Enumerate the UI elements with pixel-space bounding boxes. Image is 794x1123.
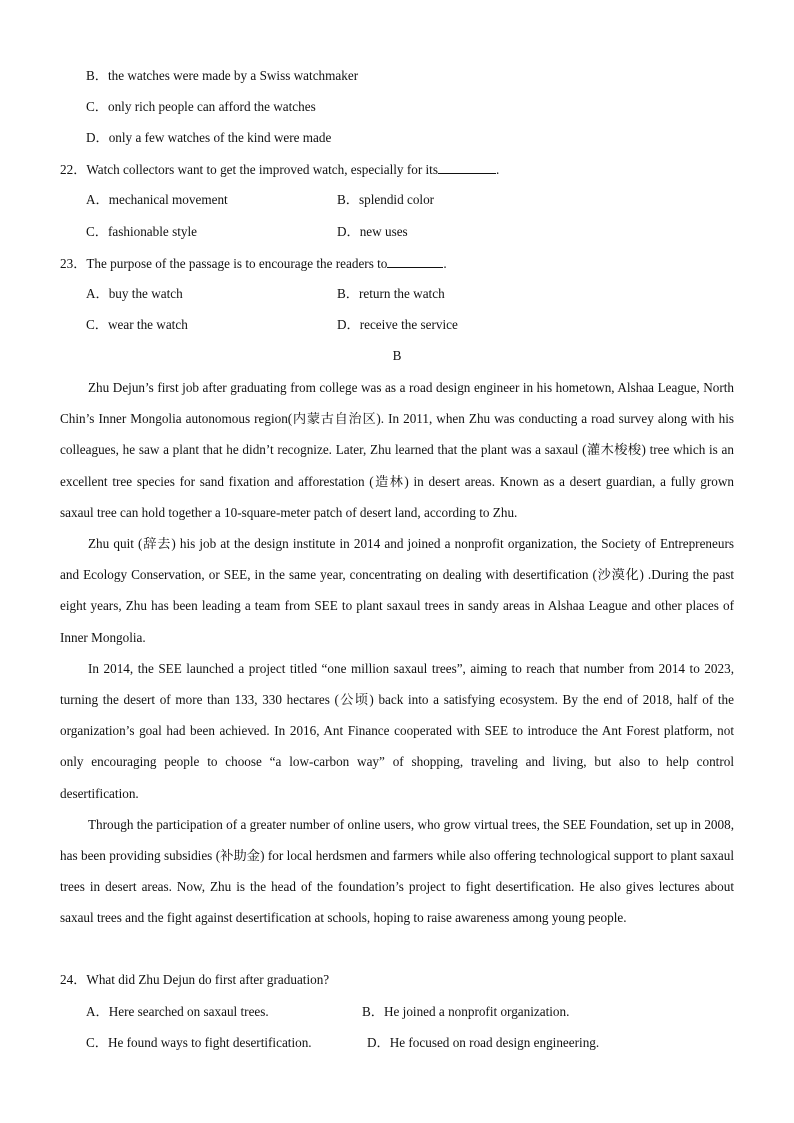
q22-option-c: C．fashionable style bbox=[86, 224, 197, 239]
q22-option-a: A．mechanical movement bbox=[86, 192, 228, 207]
q22-question bbox=[60, 161, 499, 178]
passage-paragraph-3: In 2014, the SEE launched a project titled “one million saxaul trees”, aiming to reach that number from 2014 to 2023, turning the desert of more than 133, 330 hectares (公顷) back into a satisfying ecosystem. By the end of 2018, half of the organization’s goal had been achieved. In 2016, Ant Finance cooperated with SEE to introduce the Ant Forest platform, not only encouraging people to choose “a low-carbon way” of shopping, traveling and living, but also to help control desertification. bbox=[60, 660, 734, 801]
passage-paragraph-4: Through the participation of a greater number of online users, who grow virtual trees, the SEE Foundation, set up in 2008, has been providing subsidies (补助金) for local herdsmen and farmers while also offering technological support to plant saxaul trees in desert areas. Now, Zhu is the head of the foundation’s project to fight desertification. He also gives lectures about saxaul trees and the fight against desertification at schools, hoping to raise awareness among young people. bbox=[60, 816, 734, 926]
q23-option-b: B．return the watch bbox=[337, 286, 445, 301]
q22-answer-blank bbox=[438, 161, 496, 174]
reading-passage bbox=[60, 372, 734, 934]
q24-option-a: A．Here searched on saxaul trees. bbox=[86, 1004, 269, 1019]
passage-paragraph-2: Zhu quit (辞去) his job at the design institute in 2014 and joined a nonprofit organization, the Society of Entrepreneurs and Ecology Conservation, or SEE, in the same year, concentrating on dealing with desertification (沙漠化) .During the past eight years, Zhu has been leading a team from SEE to plant saxaul trees in sandy areas in Alshaa League and other places of Inner Mongolia. bbox=[60, 536, 734, 645]
q23-question bbox=[60, 255, 447, 272]
q22-stem: 22．Watch collectors want to get the improved watch, especially for its bbox=[60, 162, 438, 177]
q21-option-c: C．only rich people can afford the watches bbox=[86, 99, 316, 114]
q23-option-c: C．wear the watch bbox=[86, 317, 188, 332]
q21-option-b: B．the watches were made by a Swiss watchmaker bbox=[86, 68, 359, 83]
q23-answer-blank bbox=[387, 255, 443, 268]
q24-option-d: D．He focused on road design engineering. bbox=[367, 1035, 600, 1050]
q22-option-b: B．splendid color bbox=[337, 192, 435, 207]
section-heading: B bbox=[392, 348, 402, 363]
q24-option-b: B．He joined a nonprofit organization. bbox=[362, 1004, 570, 1019]
q22-stem-end: . bbox=[495, 162, 500, 177]
q23-option-a: A．buy the watch bbox=[86, 286, 183, 301]
q23-stem: 23．The purpose of the passage is to encourage the readers to bbox=[60, 256, 388, 271]
q24-question: 24．What did Zhu Dejun do first after graduation? bbox=[60, 972, 330, 987]
passage-paragraph-1: Zhu Dejun’s first job after graduating from college was as a road design engineer in his hometown, Alshaa League, North Chin’s Inner Mongolia autonomous region(内蒙古自治区). In 2011, when Zhu was conducting a road survey along with his colleagues, he saw a plant that he didn’t recognize. Later, Zhu learned that the plant was a saxaul (灌木梭梭) tree which is an excellent tree species for sand fixation and afforestation (造林) in desert areas. Known as a desert guardian, a fully grown saxaul tree can hold together a 10-square-meter patch of desert land, according to Zhu. bbox=[60, 380, 734, 520]
q23-stem-end: . bbox=[443, 256, 447, 271]
q23-option-d: D．receive the service bbox=[337, 317, 458, 332]
q21-option-d: D．only a few watches of the kind were made bbox=[86, 130, 332, 145]
q22-option-d: D．new uses bbox=[337, 224, 408, 239]
q24-option-c: C．He found ways to fight desertification. bbox=[86, 1035, 312, 1050]
